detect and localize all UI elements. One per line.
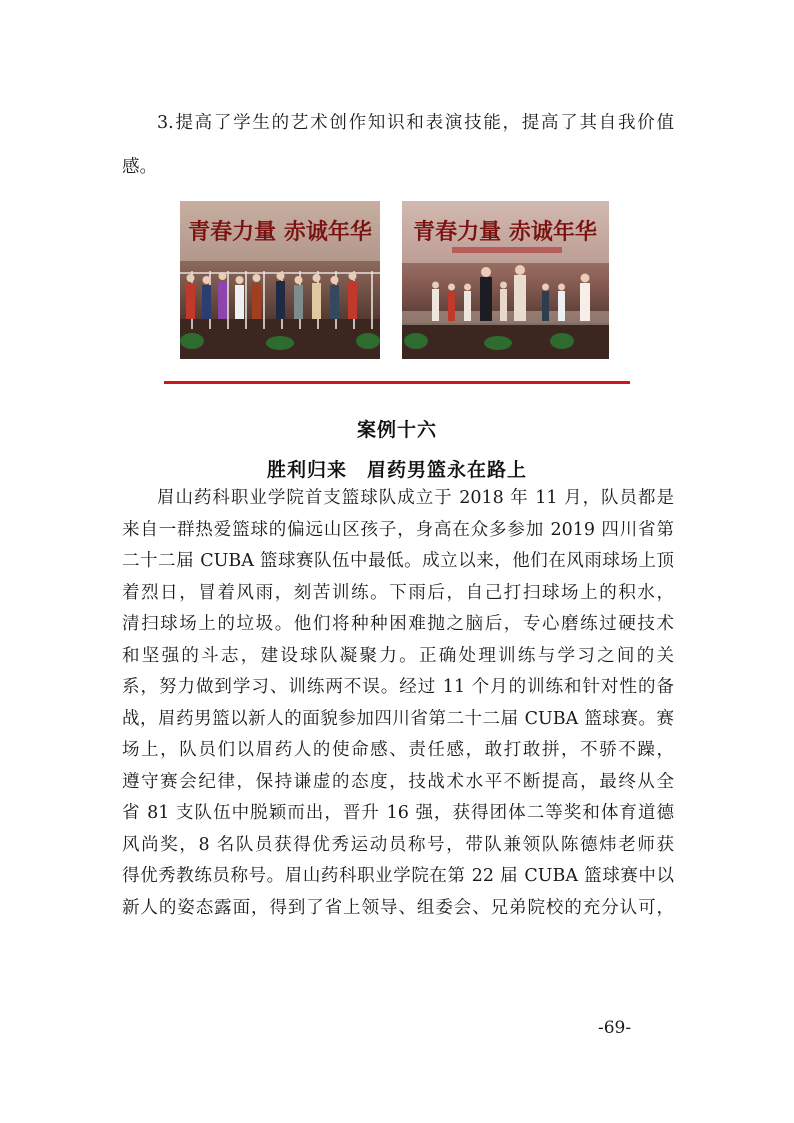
page-number: -69- bbox=[598, 1018, 632, 1038]
text-line: 3.提高了学生的艺术创作知识和表演技能，提高了其自我价值 bbox=[157, 113, 674, 133]
case-title: 案例十六 bbox=[356, 419, 437, 441]
text-line: 省 81 支队伍中脱颖而出，晋升 16 强，获得团体二等奖和体育道德 bbox=[122, 803, 674, 823]
stage-performance-photo-right bbox=[402, 201, 609, 359]
text-line: 遵守赛会纪律，保持谦虚的态度，技战术水平不断提高，最终从全 bbox=[122, 771, 674, 792]
text-line: 和坚强的斗志，建设球队凝聚力。正确处理训练与学习之间的关 bbox=[122, 645, 674, 666]
text-line: 得优秀教练员称号。眉山药科职业学院在第 22 届 CUBA 篮球赛中以 bbox=[122, 866, 674, 886]
text-line: 系，努力做到学习、训练两不误。经过 11 个月的训练和针对性的备 bbox=[122, 677, 674, 697]
red-divider-line bbox=[164, 381, 630, 384]
stage-photo-image bbox=[180, 201, 380, 359]
banner-calligraphy: 青春力量 赤诚年华 bbox=[413, 219, 597, 245]
text-line: 新人的姿态露面，得到了省上领导、组委会、兄弟院校的充分认可， bbox=[122, 897, 674, 918]
text-line: 二十二届 CUBA 篮球赛队伍中最低。成立以来，他们在风雨球场上顶 bbox=[122, 551, 674, 571]
text-line: 感。 bbox=[122, 157, 157, 177]
paragraph-art-skills bbox=[122, 101, 674, 189]
text-line: 着烈日，冒着风雨，刻苦训练。下雨后，自己打扫球场上的积水， bbox=[122, 582, 674, 603]
case-subtitle: 胜利归来 眉药男篮永在路上 bbox=[266, 459, 527, 481]
text-line: 风尚奖，8 名队员获得优秀运动员称号，带队兼领队陈德炜老师获 bbox=[122, 834, 674, 855]
text-line: 眉山药科职业学院首支篮球队成立于 2018 年 11 月，队员都是 bbox=[157, 488, 674, 508]
text-line: 清扫球场上的垃圾。他们将种种困难抛之脑后，专心磨练过硬技术 bbox=[122, 614, 674, 634]
stage-photo-image bbox=[402, 201, 609, 359]
paragraph-basketball-team bbox=[122, 483, 674, 924]
banner-calligraphy: 青春力量 赤诚年华 bbox=[188, 219, 372, 245]
stage-performance-photo-left bbox=[180, 201, 380, 359]
text-line: 来自一群热爱篮球的偏远山区孩子，身高在众多参加 2019 四川省第 bbox=[122, 519, 674, 540]
text-line: 场上，队员们以眉药人的使命感、责任感，敢打敢拼，不骄不躁， bbox=[122, 740, 674, 760]
text-line: 战，眉药男篮以新人的面貌参加四川省第二十二届 CUBA 篮球赛。赛 bbox=[122, 708, 674, 729]
